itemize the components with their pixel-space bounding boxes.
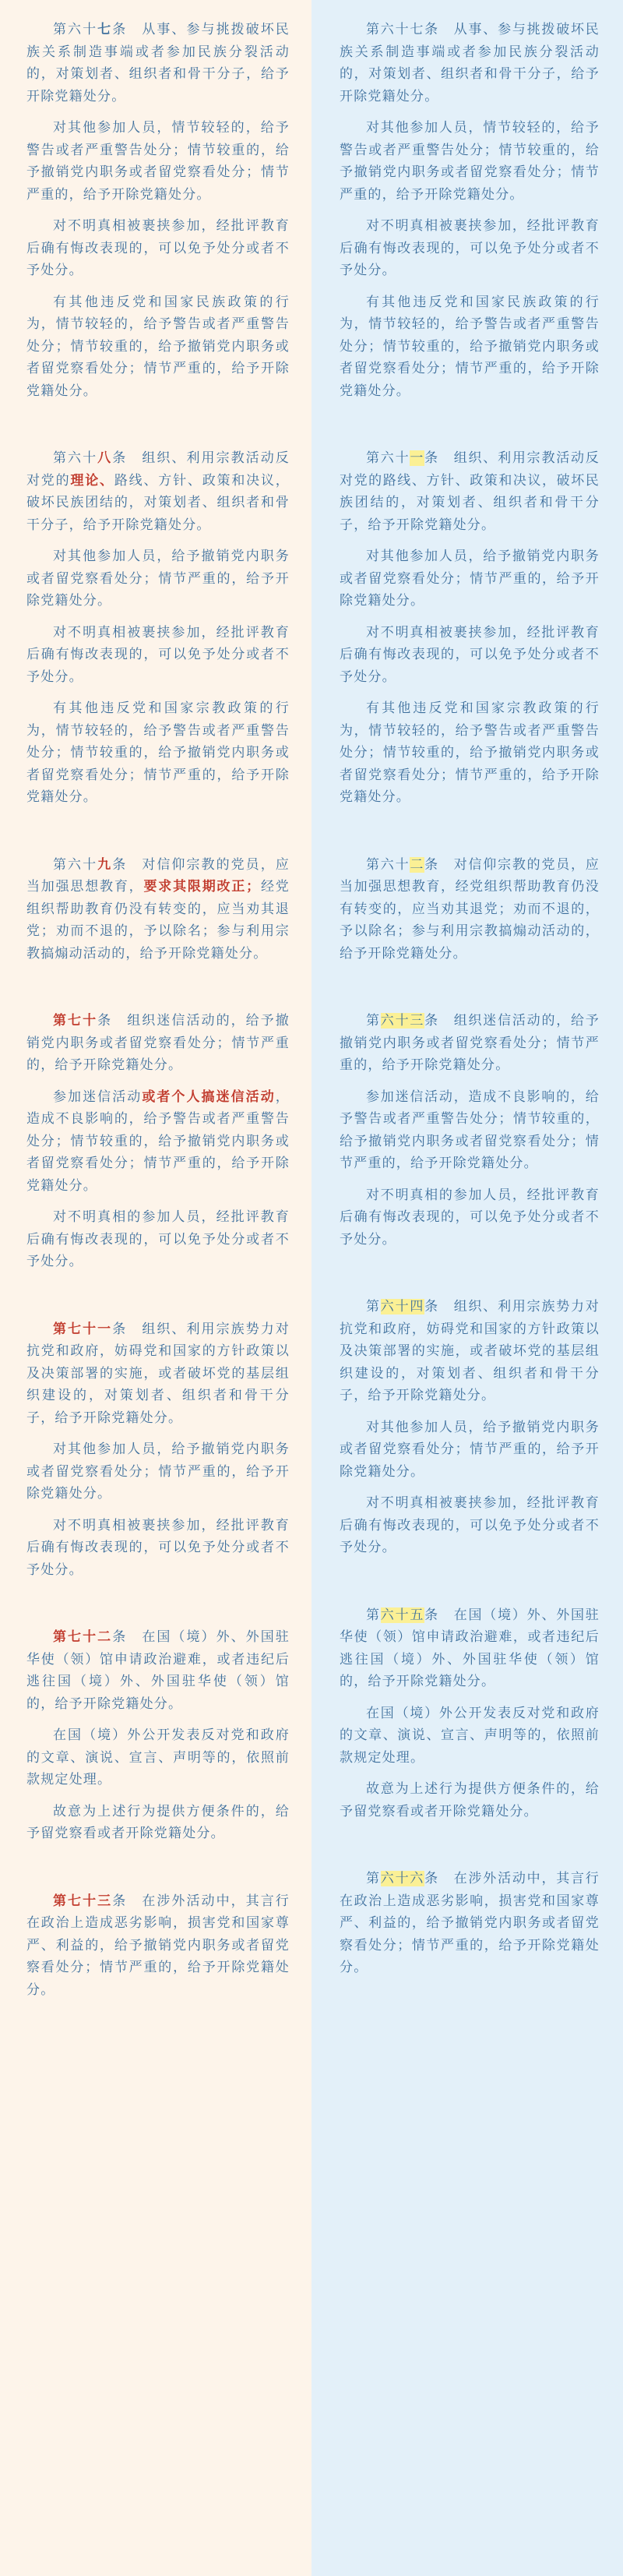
revised-text-highlight: 第七十二: [53, 1629, 113, 1645]
revised-text-highlight: 八: [97, 450, 113, 466]
article-heading-paragraph: [26, 1890, 290, 2002]
article-number-bold: 七: [97, 22, 113, 37]
article-heading-paragraph: [26, 1010, 290, 1077]
article-paragraph: [26, 117, 290, 206]
text-segment: 条 组织、利用宗族势力对抗党和政府，妨碍党和国家的方针政策以及决策部署的实施，或者破坏党的基层组织建设的，对策划者、组织者和骨干分子，给予开除党籍处分。: [26, 1321, 290, 1426]
article-paragraph: [26, 1206, 290, 1273]
text-segment: 经党组织帮助教育仍没有转变的，应当劝其退党；劝而不退的，予以除名；参与利用宗教搞煽动活动的，给予开除党籍处分。: [26, 879, 290, 962]
text-segment: 对其他参加人员，给予撤销党内职务或者留党察看处分；情节严重的，给予开除党籍处分。: [26, 1442, 290, 1501]
text-segment: 第: [366, 1871, 381, 1886]
article-paragraph: [340, 1492, 600, 1559]
text-segment: 第: [366, 1013, 381, 1029]
article-paragraph: [340, 1778, 600, 1823]
text-segment: 对不明真相被裹挟参加，经批评教育后确有悔改表现的，可以免予处分或者不予处分。: [340, 218, 600, 278]
article-heading-paragraph: [26, 447, 290, 536]
article-paragraph: [26, 1724, 290, 1791]
article-block: [340, 1010, 600, 1251]
text-segment: 第六十: [53, 856, 98, 873]
article-paragraph: [26, 291, 290, 403]
text-segment: 在国（境）外公开发表反对党和政府的文章、演说、宣言、声明等的，依照前款规定处理。: [340, 1705, 600, 1766]
text-segment: 对其他参加人员，给予撤销党内职务或者留党察看处分；情节严重的，给予开除党籍处分。: [340, 549, 600, 609]
article-block: [340, 1296, 600, 1559]
text-segment: 有其他违反党和国家宗教政策的行为，情节较轻的，给予警告或者严重警告处分；情节较重的，给予撤销党内职务或者留党察看处分；情节严重的，给予开除党籍处分。: [26, 700, 290, 805]
article-heading-paragraph: [340, 447, 600, 536]
article-block: [340, 1868, 600, 1979]
article-block: [26, 1890, 290, 2002]
revised-text-highlight: 理论、: [70, 472, 114, 489]
article-heading-paragraph: [26, 1318, 290, 1430]
text-segment: 故意为上述行为提供方便条件的，给予留党察看或者开除党籍处分。: [26, 1803, 290, 1841]
article-paragraph: [340, 215, 600, 282]
text-segment: 有其他违反党和国家民族政策的行为，情节较轻的，给予警告或者严重警告处分；情节较重的，给予撤销党内职务或者留党察看处分；情节严重的，给予开除党籍处分。: [26, 294, 290, 399]
article-heading-paragraph: [340, 19, 600, 108]
revised-text-highlight: 第七十三: [53, 1893, 113, 1909]
text-segment: 条 在涉外活动中，其言行在政治上造成恶劣影响，损害党和国家尊严、利益的，给予撤销党内职务或者留党察看处分；情节严重的，给予开除党籍处分。: [26, 1893, 290, 1998]
article-block: [340, 1604, 600, 1823]
text-segment: 第六十: [366, 450, 410, 466]
article-block: [340, 447, 600, 809]
article-number-highlight: 六十三: [380, 1013, 425, 1029]
article-paragraph: [26, 1086, 290, 1198]
article-heading-paragraph: [340, 854, 600, 965]
article-number-highlight: 六十五: [380, 1607, 425, 1623]
text-segment: 条 从事、参与挑拨破坏民族关系制造事端或者参加民族分裂活动的，对策划者、组织者和骨干分子，给予开除党籍处分。: [26, 22, 290, 104]
revised-text-highlight: 要求其限期改正；: [143, 879, 261, 895]
text-segment: 第六十七条 从事、参与挑拨破坏民族关系制造事端或者参加民族分裂活动的，对策划者、组织者和骨干分子，给予开除党籍处分。: [340, 22, 600, 104]
text-segment: ，造成不良影响的，给予警告或者严重警告处分；情节较重的，给予撤销党内职务或者留党察看处分；情节严重的，给予开除党籍处分。: [26, 1089, 290, 1194]
article-paragraph: [26, 545, 290, 612]
text-segment: 第六十: [53, 22, 98, 37]
article-number-highlight: 一: [410, 450, 425, 466]
article-paragraph: [26, 1801, 290, 1845]
article-block: [26, 1010, 290, 1273]
text-segment: 对不明真相被裹挟参加，经批评教育后确有悔改表现的，可以免予处分或者不予处分。: [340, 1495, 600, 1555]
text-segment: 条 组织、利用宗教活动反对党的路线、方针、政策和决议，破坏民族团结的，对策划者、组织者和骨干分子，给予开除党籍处分。: [340, 450, 600, 533]
article-paragraph: [340, 1086, 600, 1175]
article-block: [26, 447, 290, 809]
text-segment: 第: [366, 1299, 381, 1314]
text-segment: 对其他参加人员，情节较轻的，给予警告或者严重警告处分；情节较重的，给予撤销党内职务或者留党察看处分；情节严重的，给予开除党籍处分。: [26, 120, 290, 203]
text-segment: 参加迷信活动，造成不良影响的，给予警告或者严重警告处分；情节较重的，给予撤销党内职务或者留党察看处分；情节严重的，给予开除党籍处分。: [340, 1089, 600, 1171]
revised-text-highlight: 第七十: [53, 1013, 98, 1029]
article-paragraph: [340, 545, 600, 612]
text-segment: 条 对信仰宗教的党员，应当加强思想教育，: [26, 856, 290, 895]
text-segment: 条 组织、利用宗教活动反对党的: [26, 450, 290, 489]
text-segment: 对不明真相被裹挟参加，经批评教育后确有悔改表现的，可以免予处分或者不予处分。: [26, 1517, 290, 1578]
article-heading-paragraph: [26, 19, 290, 108]
article-number-highlight: 六十六: [380, 1871, 425, 1886]
article-paragraph: [26, 1438, 290, 1505]
text-segment: 条 在国（境）外、外国驻华使（领）馆申请政治避难，或者违纪后逃往国（境）外、外国驻华使（领）馆的，给予开除党籍处分。: [340, 1607, 600, 1689]
article-block: [26, 19, 290, 402]
text-segment: 有其他违反党和国家宗教政策的行为，情节较轻的，给予警告或者严重警告处分；情节较重的，给予撤销党内职务或者留党察看处分；情节严重的，给予开除党籍处分。: [340, 700, 600, 805]
article-heading-paragraph: [340, 1010, 600, 1077]
text-segment: 在国（境）外公开发表反对党和政府的文章、演说、宣言、声明等的，依照前款规定处理。: [26, 1727, 290, 1787]
text-segment: 对其他参加人员，给予撤销党内职务或者留党察看处分；情节严重的，给予开除党籍处分。: [26, 549, 290, 609]
article-paragraph: [340, 622, 600, 689]
article-paragraph: [340, 697, 600, 809]
text-segment: 故意为上述行为提供方便条件的，给予留党察看或者开除党籍处分。: [340, 1781, 600, 1819]
article-number-highlight: 二: [410, 856, 425, 873]
article-paragraph: [340, 117, 600, 206]
text-segment: 路线、方针、政策和决议，破坏民族团结的，对策划者、组织者和骨干分子，给予开除党籍处分。: [26, 472, 290, 533]
article-paragraph: [26, 622, 290, 689]
revised-text-highlight: 或者个人搞迷信活动: [142, 1089, 276, 1105]
text-segment: 对不明真相被裹挟参加，经批评教育后确有悔改表现的，可以免予处分或者不予处分。: [26, 624, 290, 685]
revised-text-highlight: 九: [97, 856, 113, 873]
article-block: [26, 1626, 290, 1845]
article-heading-paragraph: [340, 1296, 600, 1407]
revised-text-highlight: 第七十一: [53, 1321, 113, 1337]
article-block: [26, 854, 290, 965]
original-text-column: [312, 0, 623, 2576]
text-segment: 第六十: [366, 856, 410, 873]
text-segment: 条 对信仰宗教的党员，应当加强思想教育，经党组织帮助教育仍没有转变的，应当劝其退党；劝而不退的，予以除名；参与利用宗教搞煽动活动的，给予开除党籍处分。: [340, 856, 600, 962]
article-paragraph: [340, 1184, 600, 1251]
text-segment: 第六十: [53, 450, 98, 466]
article-heading-paragraph: [340, 1604, 600, 1693]
article-paragraph: [340, 1703, 600, 1770]
article-heading-paragraph: [26, 854, 290, 965]
article-block: [26, 1318, 290, 1582]
text-segment: 对不明真相的参加人员，经批评教育后确有悔改表现的，可以免予处分或者不予处分。: [340, 1187, 600, 1247]
text-segment: 条 组织迷信活动的，给予撤销党内职务或者留党察看处分；情节严重的，给予开除党籍处分。: [340, 1013, 600, 1073]
article-heading-paragraph: [26, 1626, 290, 1715]
article-block: [340, 854, 600, 965]
text-segment: 条 在国（境）外、外国驻华使（领）馆申请政治避难，或者违纪后逃往国（境）外、外国驻华使（领）馆的，给予开除党籍处分。: [26, 1629, 290, 1712]
article-paragraph: [26, 1515, 290, 1582]
text-segment: 有其他违反党和国家民族政策的行为，情节较轻的，给予警告或者严重警告处分；情节较重的，给予撤销党内职务或者留党察看处分；情节严重的，给予开除党籍处分。: [340, 294, 600, 399]
article-block: [340, 19, 600, 402]
text-segment: 对其他参加人员，情节较轻的，给予警告或者严重警告处分；情节较重的，给予撤销党内职务或者留党察看处分；情节严重的，给予开除党籍处分。: [340, 120, 600, 203]
article-paragraph: [26, 215, 290, 282]
article-paragraph: [26, 697, 290, 809]
text-segment: 条 组织迷信活动的，给予撤销党内职务或者留党察看处分；情节严重的，给予开除党籍处分。: [26, 1013, 290, 1073]
article-paragraph: [340, 1417, 600, 1484]
text-segment: 对不明真相的参加人员，经批评教育后确有悔改表现的，可以免予处分或者不予处分。: [26, 1209, 290, 1269]
text-segment: 条 组织、利用宗族势力对抗党和政府，妨碍党和国家的方针政策以及决策部署的实施，或者破坏党的基层组织建设的，对策划者、组织者和骨干分子，给予开除党籍处分。: [340, 1299, 600, 1403]
article-heading-paragraph: [340, 1868, 600, 1979]
article-paragraph: [340, 291, 600, 403]
text-segment: 参加迷信活动: [53, 1089, 143, 1105]
text-segment: 对不明真相被裹挟参加，经批评教育后确有悔改表现的，可以免予处分或者不予处分。: [26, 218, 290, 278]
text-segment: 对不明真相被裹挟参加，经批评教育后确有悔改表现的，可以免予处分或者不予处分。: [340, 624, 600, 685]
text-segment: 第: [366, 1607, 381, 1623]
article-number-highlight: 六十四: [380, 1299, 425, 1314]
text-segment: 条 在涉外活动中，其言行在政治上造成恶劣影响，损害党和国家尊严、利益的，给予撤销党内职务或者留党察看处分；情节严重的，给予开除党籍处分。: [340, 1871, 600, 1975]
text-segment: 对其他参加人员，给予撤销党内职务或者留党察看处分；情节严重的，给予开除党籍处分。: [340, 1419, 600, 1480]
